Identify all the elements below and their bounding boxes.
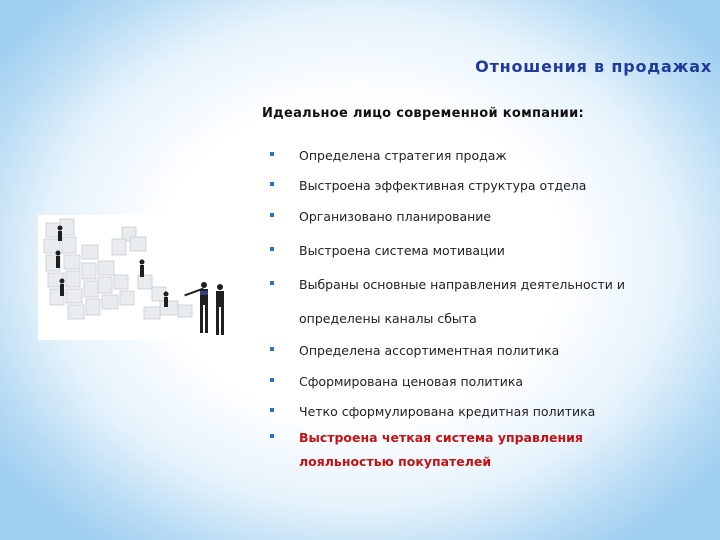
list-item-text: Определена ассортиментная политика bbox=[299, 343, 560, 358]
list-item-text: определены каналы сбыта bbox=[299, 311, 477, 326]
puzzle-teamwork-picture bbox=[38, 215, 243, 340]
bullet-icon bbox=[270, 281, 274, 285]
list-item-text: Выстроена система мотивации bbox=[299, 243, 505, 258]
bullet-icon bbox=[270, 213, 274, 217]
list-item-text: лояльностью покупателей bbox=[299, 454, 492, 469]
slide-subtitle: Идеальное лицо современной компании: bbox=[262, 106, 584, 121]
list-item-text: Выбраны основные направления деятельности и bbox=[299, 277, 625, 292]
bullet-icon bbox=[270, 247, 274, 251]
slide-title: Отношения в продажах bbox=[475, 57, 712, 76]
bullet-icon bbox=[270, 434, 274, 438]
bullet-icon bbox=[270, 182, 274, 186]
list-item-text: Сформирована ценовая политика bbox=[299, 374, 524, 389]
bullet-icon bbox=[270, 152, 274, 156]
bullet-icon bbox=[270, 378, 274, 382]
list-item-text: Организовано планирование bbox=[299, 209, 492, 224]
list-item-text: Определена стратегия продаж bbox=[299, 148, 507, 163]
bullet-icon bbox=[270, 347, 274, 351]
list-item-text: Четко сформулирована кредитная политика bbox=[299, 404, 596, 419]
list-item-text: Выстроена четкая система управления bbox=[299, 430, 583, 445]
bullet-icon bbox=[270, 408, 274, 412]
list-item-text: Выстроена эффективная структура отдела bbox=[299, 178, 587, 193]
